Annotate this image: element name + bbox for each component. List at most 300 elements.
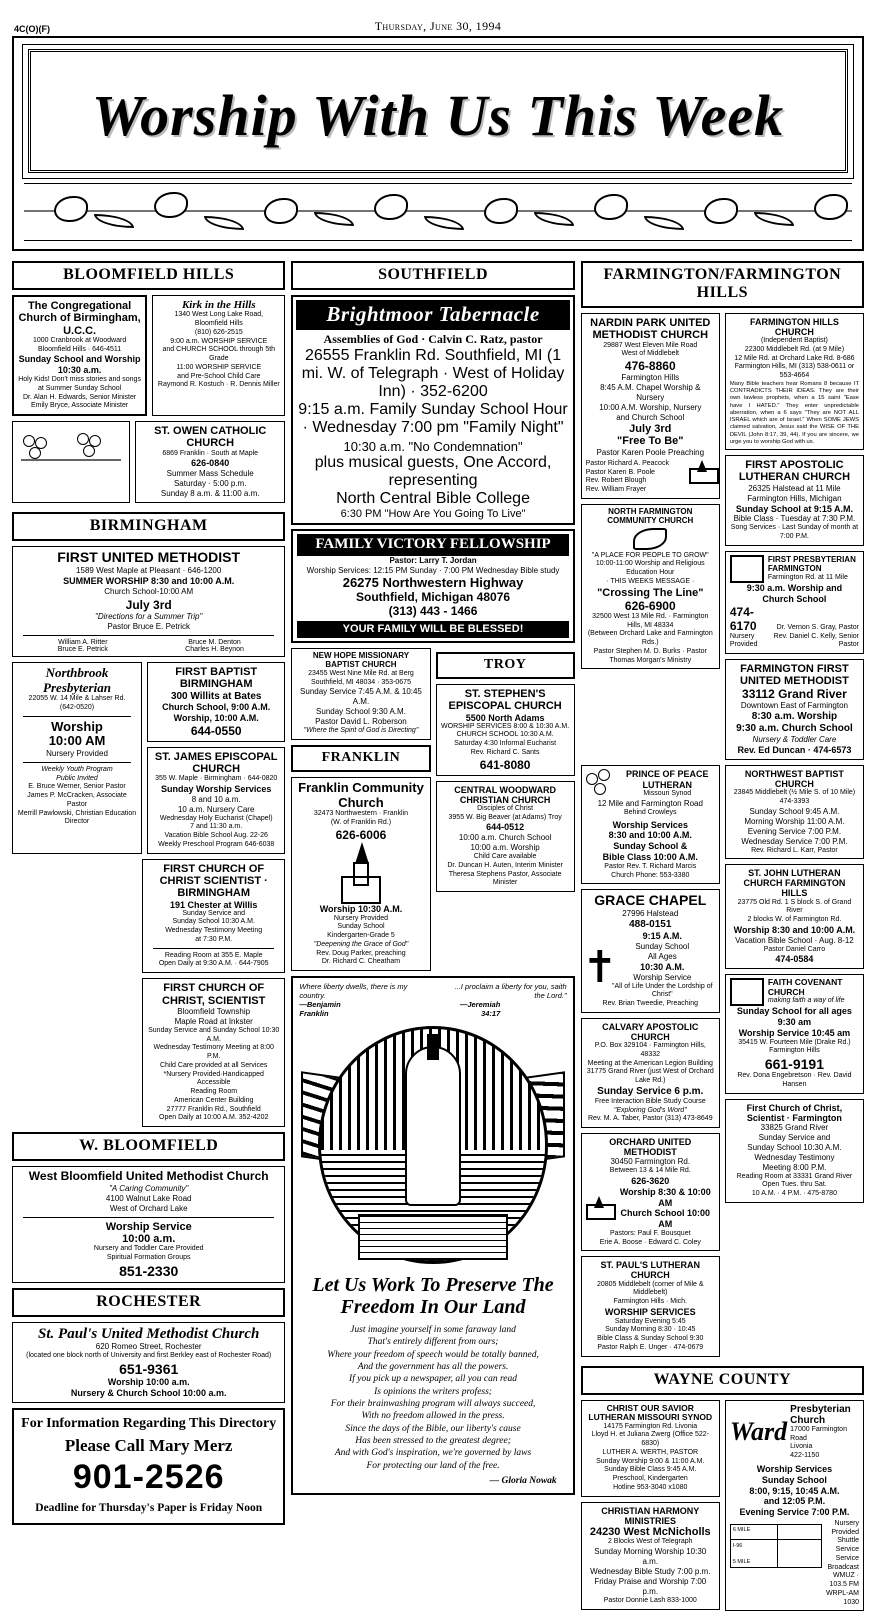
service-times: Worship Services: 12:15 PM Sunday · 7:00 PM Wednesday Bible study: [306, 566, 560, 575]
poem-line: For protecting our land of the free.: [366, 1460, 500, 1471]
church-address: 191 Chester at Willis: [169, 899, 258, 910]
church-name: ST. JOHN LUTHERAN CHURCH FARMINGTON HILLS: [743, 868, 846, 899]
church-name: FIRST CHURCH OF CHRIST, SCIENTIST: [162, 982, 266, 1007]
service-line-2: 10:00 A.M. Worship, Nursery: [599, 403, 702, 413]
church-address2: (W. of Franklin Rd.): [330, 818, 392, 826]
service-line-1: 9:00 a.m. WORSHIP SERVICE: [170, 337, 268, 345]
staff-line: Raymond R. Kostuch · R. Dennis Miller: [157, 381, 280, 389]
church-address: Farmington Rd. at 11 Mile: [767, 573, 848, 581]
service-line-5: 6:30 PM "How Are You Going To Live": [340, 508, 526, 520]
service-line-1: 10:00 a.m. Church School: [458, 833, 552, 843]
ad-st-stephens-episcopal[interactable]: [436, 684, 575, 776]
ad-st-pauls-lutheran-farmington[interactable]: [581, 1256, 720, 1356]
reading-room-1: Reading Room at 355 E. Maple: [164, 951, 263, 959]
column-center: [291, 257, 574, 1616]
poem-byline: — Gloria Nowak: [489, 1475, 557, 1486]
services-label: Worship Services: [756, 1463, 833, 1474]
service-line-2: 9:30 a.m. Church School: [736, 723, 853, 735]
ad-farmington-first-united-methodist[interactable]: [725, 659, 864, 760]
poem-line: If you pick up a newspaper, all you can read: [349, 1374, 518, 1385]
service-line-2: Bible Class · Tuesday at 7:30 P.M.: [733, 514, 856, 524]
service-line-1: Sunday Service and: [182, 909, 246, 917]
ad-new-hope-missionary-baptist[interactable]: [291, 648, 430, 740]
church-address: 300 Willits at Bates: [170, 690, 262, 702]
church-address2: 2 Blocks West of Telegraph: [607, 1538, 693, 1546]
flower-shape: [704, 198, 738, 224]
leaf-shape: [754, 212, 794, 226]
service-line-1: WORSHIP SERVICES 8:00 & 10:30 A.M.: [441, 722, 570, 730]
service-line-1: 9:30 a.m. Worship and Church School: [746, 582, 843, 604]
church-phone: 851-2330: [119, 1262, 179, 1279]
staff-line: Rev. Dona Engebretson · Rev. David Hansen: [737, 1072, 852, 1088]
service-line-3: Song Services · Last Sunday of month at 7:00 P.M.: [730, 524, 859, 541]
church-address: 29887 West Eleven Mile Road: [603, 341, 698, 349]
leaf-shape: [94, 214, 134, 228]
service-label-2: Worship Service: [633, 972, 692, 982]
flower-shape: [154, 192, 188, 218]
map-label-5mile: 5 MILE: [732, 1558, 751, 1565]
reading-room-3: 27777 Franklin Rd., Southfield: [166, 1105, 261, 1113]
service-label-1: Sunday School: [635, 941, 690, 951]
church-address: 23845 Middlebelt (½ Mile S. of 10 Mile) 474-3393: [733, 789, 856, 805]
pastor-name: Pastor Rev. T. Richard Marcis: [604, 862, 697, 870]
staff-right: Bruce M. Denton: [188, 639, 241, 647]
service-line-1: Sunday School for all ages 9:30 am: [736, 1006, 852, 1027]
shuttle-note: Shuttle Service: [835, 1537, 859, 1554]
service-line-3: Bible Class & Sunday School 9:30: [597, 1335, 704, 1343]
nursery-note: Nursery Provided: [831, 1519, 859, 1536]
ad-kirk-in-the-hills[interactable]: [152, 295, 285, 416]
service-line-3: Child Care provided at all Services: [160, 1061, 268, 1069]
staff-line: Dr. Alan H. Edwards, Senior Minister: [22, 393, 137, 401]
poem-line: And with God's inspiration, we're governed by laws: [334, 1448, 532, 1459]
church-name: The Congregational Church of Birmingham, U.C.C.: [18, 300, 141, 337]
church-phone: 641-8080: [479, 757, 531, 772]
classified-columns: [8, 257, 868, 1616]
ad-st-james-episcopal[interactable]: [147, 747, 285, 854]
church-address: 3955 W. Big Beaver (at Adams) Troy: [448, 813, 562, 821]
church-address: 20805 Middlebelt (corner of Mile & Middlebelt): [596, 1280, 704, 1297]
church-address2: West of Orchard Lake: [109, 1203, 188, 1213]
ad-st-pauls-united-methodist[interactable]: [12, 1322, 285, 1403]
section-heading-birmingham: BIRMINGHAM: [12, 512, 285, 541]
service-line-1: Sunday School 9:45 A.M.: [749, 806, 840, 816]
service-line-2: CHURCH SCHOOL 10:30 A.M.: [456, 731, 554, 739]
church-sub: Missouri Synod: [643, 789, 692, 797]
service-time-2: 10:30 A.M.: [640, 961, 685, 972]
directory-line-2: Please Call Mary Merz: [64, 1435, 233, 1455]
church-address: P.O. Box 329104 · Farmington Hills, 48332: [594, 1042, 706, 1058]
service-line-3: Wednesday Testimony Meeting: [165, 927, 263, 935]
ad-northwest-baptist-church[interactable]: [725, 765, 864, 859]
church-steeple-icon: [337, 842, 385, 904]
worship-time: Worship, 10:00 A.M.: [173, 712, 259, 723]
ad-first-baptist-birmingham[interactable]: [147, 662, 285, 741]
ad-brightmoor-tabernacle[interactable]: [291, 295, 574, 525]
church-address2: Farmington Hills · Mich.: [613, 1298, 688, 1306]
flower-shape: [54, 196, 88, 222]
summer-worship: SUMMER WORSHIP 8:30 and 10:00 A.M.: [63, 575, 235, 586]
church-sub: Bloomfield Township: [177, 1006, 251, 1016]
preacher: Pastor Karen Poole Preaching: [596, 447, 705, 457]
leaf-shape: [204, 216, 244, 230]
divider: [23, 716, 131, 717]
service-line-3: Sunday School: [337, 923, 385, 931]
church-name: CENTRAL WOODWARD CHRISTIAN CHURCH: [454, 784, 557, 805]
church-name: FIRST UNITED METHODIST: [57, 549, 241, 566]
staff-line: E. Bruce Werner, Senior Pastor: [28, 783, 126, 791]
service-line-1: 8:00, 9:15, 10:45 A.M.: [749, 1485, 840, 1496]
church-name: PRINCE OF PEACE LUTHERAN: [626, 769, 709, 790]
sermon-title: "Deepening the Grace of God": [313, 940, 409, 948]
church-name: CHRISTIAN HARMONY MINISTRIES: [601, 1505, 700, 1526]
cross-icon: [587, 950, 609, 982]
church-address: 26555 Franklin Rd. Southfield, MI (1 mi. W. of Telegraph · West of Holiday Inn) · 352-6200: [301, 347, 565, 400]
service-line-1: Sunday Service 7:45 A.M. & 10:45 A.M.: [300, 687, 422, 707]
ad-calvary-apostolic-church[interactable]: [581, 1018, 720, 1128]
quote-right-text: ...I proclaim a liberty for you, saith the Lord.": [454, 982, 567, 1001]
dateline: Thursday, June 30, 1994: [374, 19, 502, 33]
service-line-2: and 12:05 P.M.: [763, 1496, 826, 1507]
church-name: FARMINGTON HILLS CHURCH: [750, 317, 839, 338]
service-line-3: Wednesday Holy Eucharist (Chapel): [159, 814, 273, 822]
staff-line-2: Rev. Daniel C. Kelly, Senior Pastor: [773, 632, 859, 649]
service-line-2: Sunday School &: [613, 841, 688, 852]
staff-line: Pastor Richard A. Peacock: [585, 459, 669, 467]
ad-row: [12, 295, 285, 421]
service-label-1b: All Ages: [647, 951, 677, 961]
clergy-name: Dr. Duncan H. Auten, Interim Minister: [447, 861, 563, 869]
ad-freedom-feature: [291, 976, 574, 1495]
church-name: FARMINGTON FIRST UNITED METHODIST: [740, 663, 849, 688]
church-address: 24230 West McNicholls: [589, 1525, 711, 1538]
column-left: [12, 257, 285, 1616]
church-phone: 626-6006: [335, 827, 387, 842]
church-sub: Disciples of Christ: [477, 804, 534, 812]
sermon-title: "Crossing The Line": [597, 586, 704, 599]
dove-icon: [633, 528, 667, 550]
ad-first-church-christ-scientist-farmington[interactable]: [725, 1099, 864, 1203]
sermon-title: "Free To Be": [617, 435, 684, 448]
service-line-2: Worship Service 10:45 am: [738, 1027, 851, 1038]
poem-line: And the government has all the powers.: [357, 1361, 509, 1372]
church-address: 33112 Grand River: [742, 686, 847, 701]
broadcast-station-2: WRPL-AM 1030: [825, 1589, 859, 1606]
flower-shape: [264, 198, 298, 224]
directory-line-1: For Information Regarding This Directory: [21, 1415, 277, 1431]
service-line-3: Child Care available: [473, 853, 537, 861]
service-line-4: *Nursery Provided·Handicapped Accessible: [163, 1070, 264, 1087]
church-address: 23775 Old Rd. 1 S block S. of Grand River: [737, 898, 852, 915]
worship-time: 10:00 a.m.: [122, 1232, 176, 1245]
ad-congregational-church[interactable]: [12, 295, 147, 416]
church-address: 355 W. Maple · Birmingham · 644-0820: [155, 775, 278, 783]
staff-line-2: James P. McCracken, Associate Pastor: [27, 792, 127, 808]
directory-contact-box[interactable]: [12, 1408, 285, 1525]
church-name: FAMILY VICTORY FELLOWSHIP: [297, 534, 568, 556]
church-address: 27996 Halstead: [622, 909, 679, 918]
church-address2: West of Middlebelt: [621, 350, 679, 358]
reading-room-1: Reading Room at 33331 Grand River: [736, 1172, 853, 1180]
quote-left: [299, 982, 422, 1018]
page-header: [8, 0, 868, 34]
service-line-2: 10 a.m. Nursery Care: [177, 804, 255, 814]
poem-line: For their brainwashing program will always succeed,: [330, 1398, 536, 1409]
pastor-name: Pastor David L. Roberson: [315, 717, 407, 727]
church-name: Franklin Community Church: [298, 780, 424, 810]
ad-first-presbyterian-farmington[interactable]: [725, 551, 864, 654]
church-slogan: "A PLACE FOR PEOPLE TO GROW": [591, 551, 709, 559]
week-message-label: · THIS WEEKS MESSAGE ·: [606, 577, 695, 585]
service-line-1: Sunday Service and Sunday School 10:30 A.M.: [148, 1026, 280, 1043]
cross-emblem-icon: [586, 769, 616, 799]
service-line-1: Sunday School at 9:15 A.M.: [735, 503, 854, 514]
service-line-2: Morning Worship 11:00 A.M.: [744, 816, 845, 826]
section-heading-w-bloomfield: W. BLOOMFIELD: [12, 1132, 285, 1161]
ad-row: [581, 1400, 864, 1616]
service-line-2: Sunday School 10:30 A.M.: [172, 918, 255, 926]
church-logo-wordmark: Ward: [729, 1417, 788, 1447]
ad-first-church-christ-scientist-bloomfield[interactable]: [142, 978, 285, 1127]
map-road-horizontal: [731, 1539, 821, 1540]
church-name: NORTH FARMINGTON COMMUNITY CHURCH: [607, 506, 694, 525]
service-line-2: Church School 10:00 AM: [620, 1208, 711, 1230]
ad-orchard-united-methodist[interactable]: [581, 1133, 720, 1251]
ad-family-victory-fellowship[interactable]: [291, 529, 574, 643]
ad-farmington-hills-church[interactable]: [725, 313, 864, 450]
section-heading-wayne-county: WAYNE COUNTY: [581, 1366, 864, 1395]
directory-deadline: Deadline for Thursday's Paper is Friday Noon: [35, 1501, 263, 1514]
study-line-2: "Exploring God's Word": [613, 1106, 687, 1114]
service-line-2: Nursery Provided: [333, 914, 388, 922]
flower-shape: [374, 194, 408, 220]
church-name: NEW HOPE MISSIONARY BAPTIST CHURCH: [312, 650, 410, 669]
service-line-2: Sunday Morning 8:30 · 10:45: [605, 1326, 696, 1334]
pastor-name: Pastor Bruce E. Petrick: [107, 622, 191, 632]
service-line-1: Worship 8:30 and 10:00 A.M.: [733, 924, 856, 935]
pastor-name: Rev. Ed Duncan · 474-6573: [737, 745, 852, 756]
nursery-note: Nursery Provided: [729, 632, 758, 649]
church-sub: (Independent Baptist): [760, 337, 828, 345]
service-line-3: Evening Service 7:00 P.M.: [747, 826, 842, 836]
service-line-2: Sunday School 9:30 A.M.: [316, 707, 406, 717]
service-line-3: Wednesday Testimony: [754, 1152, 835, 1162]
service-notes: Holy Kids! Don't miss stories and songs at Summer Sunday School: [18, 376, 141, 392]
church-name: FAITH COVENANT CHURCH: [767, 977, 843, 997]
staff-line-2: Pastor Karen B. Poole: [585, 468, 655, 476]
church-name: First Church of Christ, Scientist · Farmington: [746, 1102, 843, 1123]
group-note: Spiritual Formation Groups: [106, 1253, 191, 1261]
staff-line-3: Rev. Robert Blough: [585, 477, 647, 485]
church-phone: 476-8860: [624, 359, 676, 374]
pastor-name: Pastor: Larry T. Jordan: [389, 556, 477, 565]
quote-left-text: Where liberty dwells, there is my country.: [299, 982, 408, 1001]
service-line-2: Sunday School 10:30 A.M.: [747, 1142, 842, 1152]
ad-row: [12, 662, 285, 859]
ad-christ-our-savior-lutheran[interactable]: [581, 1400, 720, 1497]
staff-right-2: Charles H. Beynon: [185, 646, 244, 654]
poem-line: Where your freedom of speech would be totally banned,: [327, 1349, 539, 1360]
reading-room-2: American Center Building: [174, 1096, 254, 1104]
church-address2: 12 Mile Rd. at Orchard Lake Rd. 8-686: [734, 354, 855, 362]
section-heading-rochester: ROCHESTER: [12, 1288, 285, 1317]
service-line-4: Meeting 8:00 P.M.: [762, 1162, 827, 1172]
ad-st-owen-catholic[interactable]: [135, 421, 285, 503]
floral-border: [24, 183, 852, 241]
pedestal-shape: [358, 1214, 508, 1260]
services-label: Worship Services: [612, 819, 688, 830]
staff-line-2: Erie A. Boose · Edward C. Coley: [599, 1238, 701, 1246]
church-address3: Farmington Hills, MI (313) 538-0611 or 553-4664: [734, 363, 855, 380]
church-phone: 626-6900: [624, 598, 676, 613]
ad-row: [291, 648, 574, 976]
map-road-vertical: [777, 1525, 778, 1567]
reading-room-1: Reading Room: [190, 1088, 238, 1096]
church-phone: 474-6170: [729, 604, 757, 633]
service-line-3: Saturday 4:30 Informal Eucharist: [454, 740, 557, 748]
sermon-title: "Directions for a Summer Trip": [95, 612, 203, 622]
ad-central-woodward-christian[interactable]: [436, 781, 575, 892]
church-address: 23455 West Nine Mile Rd. at Berg: [308, 669, 414, 677]
church-address3: 31775 Grand River (just West of Orchard Lake Rd.): [586, 1068, 714, 1084]
ad-nardin-park-united-methodist[interactable]: [581, 313, 720, 499]
church-name: Brightmoor Tabernacle: [296, 300, 569, 330]
service-line-2: and CHURCH SCHOOL through 5th Grade: [162, 346, 276, 363]
masthead-banner: [12, 36, 864, 251]
ad-north-farmington-community[interactable]: [581, 504, 720, 670]
church-building-icon: [689, 460, 715, 484]
map-label-i96: I-96: [732, 1542, 743, 1549]
church-school: Church School, 9:00 A.M.: [162, 701, 271, 712]
service-line-1: Saturday Evening 5:45: [614, 1317, 686, 1325]
church-address: 22300 Middlebelt Rd. (at 9 Mile): [744, 345, 845, 353]
divider: [153, 948, 274, 949]
church-address: 1340 West Long Lake Road, Bloomfield Hills: [174, 311, 264, 328]
service-line-4: Wednesday Service 7:00 P.M.: [741, 836, 848, 846]
study-line-1: Free Interaction Bible Study Course: [594, 1097, 706, 1105]
clergy-name-2: Theresa Stephens Pastor, Associate Minister: [448, 870, 562, 887]
church-location-note: (located one block north of University and first Berkley east of Rochester Road): [26, 1352, 272, 1360]
ad-st-john-lutheran-farmington-hills[interactable]: [725, 864, 864, 969]
church-address: 620 Romeo Street, Rochester: [95, 1342, 202, 1352]
church-name: ST. PAUL'S LUTHERAN CHURCH: [600, 1260, 700, 1281]
church-address2: Between 13 & 14 Mile Rd.: [609, 1167, 691, 1175]
ad-first-united-methodist[interactable]: [12, 546, 285, 657]
service-line-1: Worship 8:30 & 10:00 AM: [619, 1186, 711, 1208]
pastor-name: Dr. Richard C. Cheatham: [321, 958, 401, 966]
ad-faith-covenant-church[interactable]: [725, 974, 864, 1093]
ad-northbrook-presbyterian[interactable]: [12, 662, 142, 854]
blessing-banner: YOUR FAMILY WILL BE BLESSED!: [297, 621, 568, 638]
service-line-2: 10:30 a.m. "No Condemnation": [343, 439, 523, 454]
pastor-name: Rev. M. A. Taber, Pastor (313) 473-8649: [587, 1115, 713, 1123]
divider: [23, 1217, 274, 1218]
ad-prince-of-peace-lutheran[interactable]: [581, 765, 720, 884]
flower-shape: [484, 198, 518, 224]
section-heading-franklin: FRANKLIN: [291, 745, 430, 772]
ad-franklin-community-church[interactable]: [291, 777, 430, 971]
church-address: 5500 North Adams: [465, 712, 545, 723]
ad-west-bloomfield-umc[interactable]: [12, 1166, 285, 1283]
ad-grace-chapel[interactable]: [581, 889, 720, 1013]
church-phone: (313) 443 - 1466: [388, 603, 478, 618]
service-line-2: Saturday · 5:00 p.m.: [173, 479, 247, 489]
service-line-1: Sunday Worship 9:00 & 11:00 A.M.: [596, 1457, 705, 1465]
service-line-2: 10:00 a.m. Worship: [470, 843, 540, 853]
leaf-shape: [644, 216, 684, 230]
worship-label: Worship: [51, 718, 103, 734]
service-line-3: Bible Class 10:00 A.M.: [602, 852, 698, 863]
service-line-1: 8:30 a.m. Worship: [751, 711, 838, 723]
ad-ward-presbyterian-church[interactable]: [725, 1400, 864, 1612]
service-line-1: Worship 10:30 A.M.: [319, 903, 403, 914]
service-line-2: Wednesday Bible Study 7:00 p.m.: [590, 1566, 711, 1576]
map-label-6mile: 6 MILE: [732, 1526, 751, 1533]
church-name: ORCHARD UNITED METHODIST: [609, 1137, 692, 1158]
service-line-5: Vacation Bible School Aug. 22-26: [164, 832, 268, 840]
leaf-shape: [424, 216, 464, 230]
quote-right: [444, 982, 567, 1018]
staff-line: Dr. Vernon S. Gray, Pastor: [776, 623, 859, 631]
pastor-name: Pastor Ralph E. Unger · 474-0679: [597, 1343, 704, 1351]
church-phone: 626-0840: [191, 458, 230, 469]
church-phone: 661-9191: [764, 1056, 824, 1073]
church-name: NORTHWEST BAPTIST CHURCH: [744, 768, 844, 789]
flower-shape: [814, 194, 848, 220]
church-city: Livonia: [790, 1443, 813, 1451]
service-line-3: Preschool, Kindergarten: [612, 1475, 688, 1483]
service-line-4: 7 and 11:30 a.m.: [190, 823, 243, 831]
service-title: Sunday School and Worship: [18, 354, 141, 365]
church-address: 12 Mile and Farmington Road: [597, 798, 703, 808]
ad-row: [12, 421, 285, 508]
service-line-1: 8:30 and 10:00 A.M.: [608, 830, 692, 841]
leaf-shape: [314, 212, 354, 226]
church-name: NARDIN PARK UNITED METHODIST CHURCH: [590, 317, 711, 342]
church-address: 17000 Farmington Road: [790, 1425, 847, 1442]
preacher: Rev. Doug Parker, preaching: [316, 949, 406, 957]
church-message-body: Many Bible teachers hear Romans 8 because IT CONTRADICTS THEIR IDEAS. They are their own lawless prophets, when a 15 saint "Ease have I HATED." They enter unpredictable aberration, when a 6 says "They are NOT ALL ISRAEL which are of Israel." When SOME JEWS claimed salvation, Jesus said the WISE OF THE DEVIL (John 8:17, 39, 44). If you are sincere, we urge you to worship God with us.: [729, 380, 859, 445]
service-time: 10:30 a.m.: [57, 365, 102, 376]
staff-line-2: Emily Bryce, Associate Minister: [30, 402, 129, 410]
church-address2: 2 blocks W. of Farmington Rd.: [747, 916, 842, 924]
staff-line: Pastors: Paul F. Bousquet: [609, 1229, 691, 1237]
church-address2: Meeting at the American Legion Building: [587, 1059, 713, 1067]
church-name: FIRST CHURCH OF CHRIST SCIENTIST · BIRMINGHAM: [159, 862, 268, 900]
worship-time: 10:00 AM: [48, 733, 106, 749]
church-address2: Southfield, Michigan 48076: [356, 589, 511, 604]
service-line-1: 8 and 10 a.m.: [191, 794, 241, 804]
youth-program: Weekly Youth Program: [41, 765, 113, 773]
church-logo-icon: [730, 555, 764, 583]
church-address: 1589 West Maple at Pleasant · 646-1200: [76, 565, 222, 575]
church-address: 4100 Walnut Lake Road: [105, 1193, 192, 1203]
broadcast-note: Service Broadcast: [827, 1554, 859, 1571]
leaf-shape: [534, 212, 574, 226]
ad-christian-harmony-ministries[interactable]: [581, 1502, 720, 1610]
service-line-4: and Pre-School Child Care: [177, 372, 261, 380]
church-phone: 474-0584: [775, 954, 814, 965]
section-heading-southfield: SOUTHFIELD: [291, 261, 574, 290]
ad-first-church-christ-scientist-birmingham[interactable]: [142, 859, 285, 974]
column-right: [581, 257, 864, 1616]
church-name: St. Paul's United Methodist Church: [38, 1325, 260, 1342]
ad-first-apostolic-lutheran[interactable]: [725, 455, 864, 546]
nursery-note: Nursery and Toddler Care Provided: [93, 1245, 204, 1253]
service-line-4: at 7:30 P.M.: [195, 935, 233, 943]
service-line-2: Wednesday Testimony Meeting at 8:00 P.M.: [153, 1044, 274, 1061]
church-address: 32500 West 13 Mile Rd. · Farmington Hills, MI 48334: [592, 612, 709, 629]
